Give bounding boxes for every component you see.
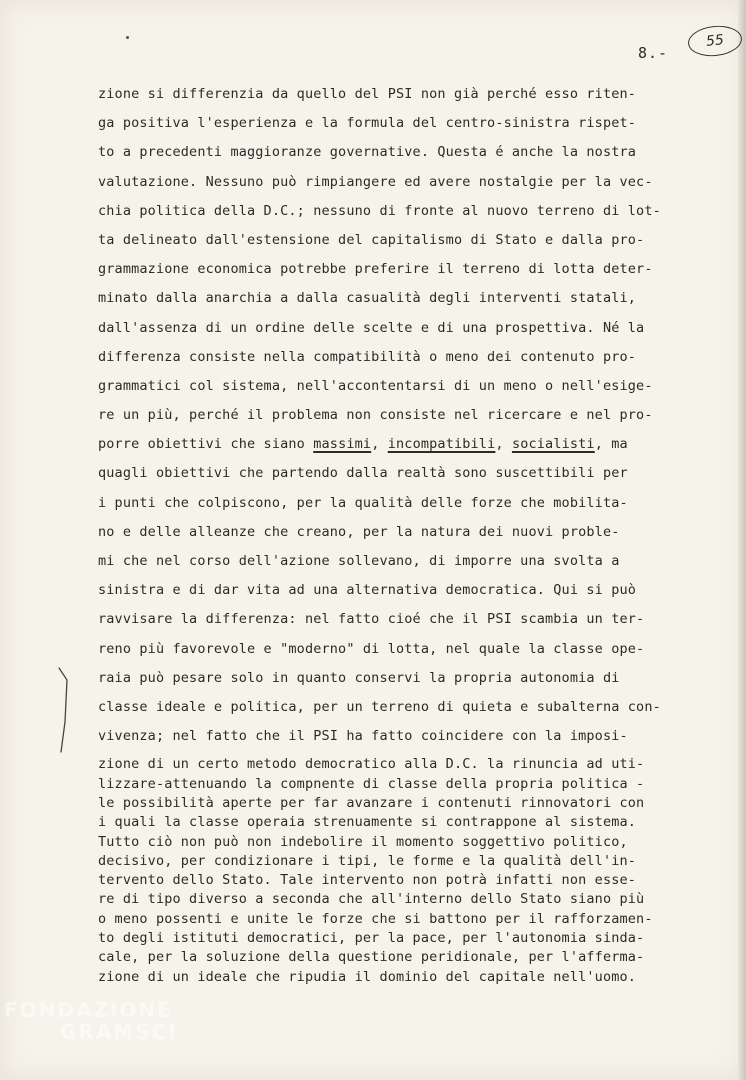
text-line: zione di un certo metodo democratico alla D.C. la rinuncia ad uti- [98,756,645,773]
text-line: ravvisare la differenza: nel fatto cioé che il PSI scambia un ter- [98,611,645,628]
paper-edge [738,0,746,1080]
typed-page-number: 8.- [638,44,669,62]
text-line: re di tipo diverso a seconda che all'interno dello Stato siano più [98,891,645,908]
text-line: ga positiva l'esperienza e la formula del centro-sinistra rispet- [98,115,637,132]
text-line: tervento dello Stato. Tale intervento non potrà infatti non esse- [98,872,637,889]
text-line: raia può pesare solo in quanto conservi la propria autonomia di [98,669,620,686]
text-line: re un più, perché il problema non consiste nel ricercare e nel pro- [98,407,653,424]
text-line: vivenza; nel fatto che il PSI ha fatto coincidere con la imposi- [98,728,628,745]
paragraph-wide-spacing [98,80,698,751]
text-line: chia politica della D.C.; nessuno di fronte al nuovo terreno di lot- [98,202,661,219]
paragraph-dense-spacing [98,755,698,987]
text-line-underlined [98,430,698,459]
text-line: to a precedenti maggioranze governative. Questa é anche la nostra [98,144,637,161]
text-line: valutazione. Nessuno può rimpiangere ed avere nostalgie per la vec- [98,173,653,190]
text-segment: porre obiettivi che siano [98,436,314,453]
text-line: grammatici col sistema, nell'accontentarsi di un meno o nell'esige- [98,377,653,394]
text-line: reno più favorevole e "moderno" di lotta, nel quale la classe ope- [98,640,645,657]
text-segment: , ma [594,436,628,453]
text-line: mi che nel corso dell'azione sollevano, di imporre una svolta a [98,553,620,569]
text-line: le possibilità aperte per far avanzare i contenuti rinnovatori con [98,794,645,811]
ink-speck [126,36,129,39]
text-line: grammazione economica potrebbe preferire il terreno di lotta deter- [98,261,653,278]
text-line: to degli istituti democratici, per la pace, per l'autonomia sinda- [98,929,645,946]
text-line: quagli obiettivi che partendo dalla realtà sono suscettibili per [98,465,628,482]
text-line: classe ideale e politica, per un terreno di quieta e subalterna con- [98,698,661,715]
margin-bracket-mark [56,664,76,756]
text-line: ta delineato dall'estensione del capitalismo di Stato e dalla pro- [98,231,645,248]
watermark-line: FONDAZIONE [4,998,173,1022]
text-segment: , [495,436,512,453]
text-line: zione di un ideale che ripudia il dominio del capitale nell'uomo. [98,968,637,985]
text-line: o meno possenti e unite le forze che si battono per il rafforzamen- [98,910,653,927]
text-line: i quali la classe operaia strenuamente si contrappone al sistema. [98,814,637,831]
underlined-word-massimi: massimi [313,436,372,453]
text-line: no e delle alleanze che creano, per la natura dei nuovi proble- [98,523,620,540]
text-line: sinistra e di dar vita ad una alternativa democratica. Qui si può [98,582,637,599]
body-text [98,80,698,987]
handwritten-page-number: 55 [687,23,744,58]
text-segment: , [371,436,388,453]
text-line: decisivo, per condizionare i tipi, le forme e la qualità dell'in- [98,852,637,869]
archive-watermark [4,998,178,1044]
text-line: lizzare-attenuando la compnente di classe della propria politica - [98,775,645,792]
text-line: minato dalla anarchia a dalla casualità degli interventi statali, [98,290,637,307]
text-line: i punti che colpiscono, per la qualità delle forze che mobilita- [98,494,628,511]
underlined-word-incompatibili: incompatibili [387,436,496,453]
underlined-word-socialisti: socialisti [511,436,595,453]
watermark-line: GRAMSCI [60,1020,178,1044]
text-line: dall'assenza di un ordine delle scelte e di una prospettiva. Né la [98,319,645,336]
text-line: zione si differenzia da quello del PSI non già perché esso riten- [98,86,637,102]
text-line: cale, per la soluzione della questione peridionale, per l'afferma- [98,949,645,966]
text-line: Tutto ciò non può non indebolire il momento soggettivo politico, [98,833,628,850]
text-line: differenza consiste nella compatibilità o meno dei contenuto pro- [98,348,637,365]
